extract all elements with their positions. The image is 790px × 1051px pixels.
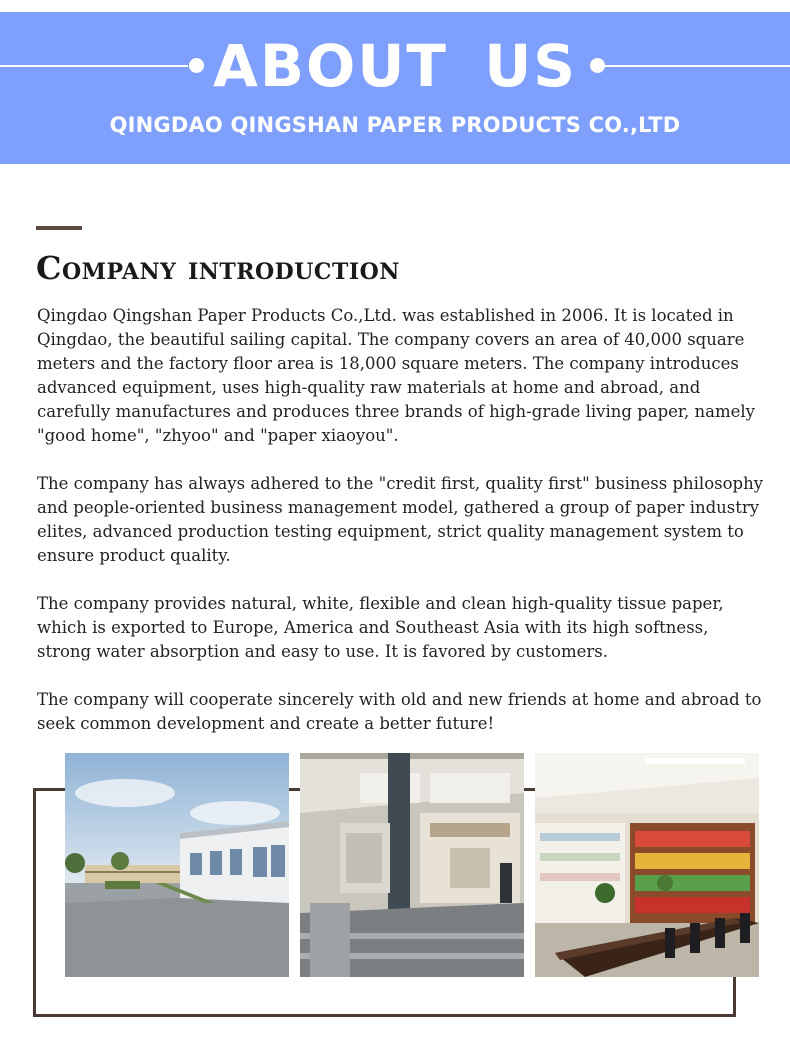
banner-line-right: [604, 65, 790, 67]
header-banner: [0, 12, 790, 164]
company-name: QINGDAO QINGSHAN PAPER PRODUCTS CO.,LTD: [109, 113, 681, 137]
section-title: Company introduction: [36, 249, 400, 287]
banner-title: ABOUT US: [212, 32, 578, 100]
banner-dot-right: [590, 58, 605, 73]
paragraph: Qingdao Qingshan Paper Products Co.,Ltd. was established in 2006. It is located in Qingdao, the beautiful sailing capital. The company covers an area of 40,000 square meters and the factory floor area is 18,000 square meters. The company introduces advanced equipment, uses high-quality raw materials at home and abroad, and carefully manufactures and produces three brands of high-grade living paper, namely "good home", "zhyoo" and "paper xiaoyou".: [37, 306, 755, 445]
paragraph: The company will cooperate sincerely with old and new friends at home and abroad to seek common development and create a better future!: [37, 690, 762, 733]
paragraph: The company provides natural, white, flexible and clean high-quality tissue paper, which is exported to Europe, America and Southeast Asia with its high softness, strong water absorption and easy to use. It is favored by customers.: [37, 594, 724, 661]
factory-exterior-photo: [65, 753, 289, 977]
introduction-text: [37, 304, 765, 760]
showroom-photo: [535, 753, 759, 977]
section-accent-bar: [36, 226, 82, 230]
production-line-photo: [300, 753, 524, 977]
paragraph: The company has always adhered to the "credit first, quality first" business philosophy and people-oriented business management model, gathered a group of paper industry elites, advanced production testing equipment, strict quality management system to ensure product quality.: [37, 474, 764, 565]
